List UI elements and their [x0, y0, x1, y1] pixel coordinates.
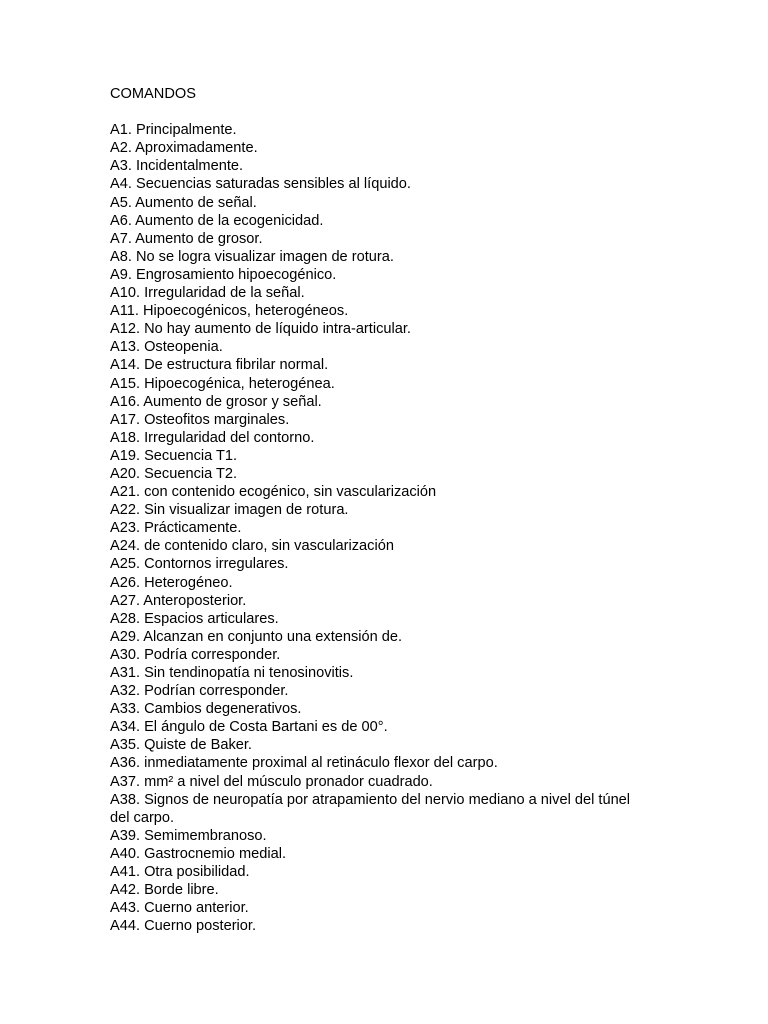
document-body — [110, 85, 640, 935]
command-item: A15. Hipoecogénica, heterogénea. — [110, 375, 335, 392]
command-item: A17. Osteofitos marginales. — [110, 411, 290, 428]
command-item: A38. Signos de neuropatía por atrapamiento del nervio mediano a nivel del túnel del carpo. — [110, 791, 631, 826]
command-item: A8. No se logra visualizar imagen de rotura. — [110, 248, 394, 265]
command-item: A21. con contenido ecogénico, sin vascularización — [110, 484, 437, 501]
command-item: A14. De estructura fibrilar normal. — [110, 357, 329, 374]
command-item: A12. No hay aumento de líquido intra-articular. — [110, 321, 411, 338]
command-item: A7. Aumento de grosor. — [110, 230, 263, 247]
command-item: A19. Secuencia T1. — [110, 447, 238, 464]
command-item: A18. Irregularidad del contorno. — [110, 429, 315, 446]
command-list — [110, 121, 640, 935]
command-item: A1. Principalmente. — [110, 122, 237, 139]
command-item: A44. Cuerno posterior. — [110, 918, 257, 935]
command-item: A6. Aumento de la ecogenicidad. — [110, 212, 324, 229]
command-item: A26. Heterogéneo. — [110, 574, 233, 591]
command-item: A39. Semimembranoso. — [110, 827, 267, 844]
command-item: A29. Alcanzan en conjunto una extensión de. — [110, 628, 403, 645]
command-item: A2. Aproximadamente. — [110, 140, 258, 157]
command-item: A24. de contenido claro, sin vascularización — [110, 538, 394, 555]
command-item: A30. Podría corresponder. — [110, 646, 281, 663]
command-item: A22. Sin visualizar imagen de rotura. — [110, 502, 349, 519]
command-item: A11. Hipoecogénicos, heterogéneos. — [110, 303, 349, 320]
command-item: A4. Secuencias saturadas sensibles al líquido. — [110, 176, 411, 193]
command-item: A34. El ángulo de Costa Bartani es de 00°. — [110, 719, 388, 736]
command-item: A31. Sin tendinopatía ni tenosinovitis. — [110, 665, 354, 681]
command-item: A41. Otra posibilidad. — [110, 864, 250, 881]
command-item: A25. Contornos irregulares. — [110, 556, 289, 573]
command-item: A35. Quiste de Baker. — [110, 737, 252, 754]
command-item: A13. Osteopenia. — [110, 339, 223, 356]
command-item: A20. Secuencia T2. — [110, 465, 238, 482]
command-item: A23. Prácticamente. — [110, 520, 242, 537]
command-item: A32. Podrían corresponder. — [110, 683, 289, 700]
command-item: A43. Cuerno anterior. — [110, 900, 249, 917]
document-title: COMANDOS — [110, 86, 196, 102]
command-item: A5. Aumento de señal. — [110, 194, 257, 211]
command-item: A28. Espacios articulares. — [110, 610, 279, 627]
command-item: A37. mm² a nivel del músculo pronador cuadrado. — [110, 773, 433, 790]
command-item: A16. Aumento de grosor y señal. — [110, 393, 322, 410]
command-item: A10. Irregularidad de la señal. — [110, 285, 305, 302]
command-item: A40. Gastrocnemio medial. — [110, 845, 287, 862]
command-item: A42. Borde libre. — [110, 882, 219, 899]
command-item: A3. Incidentalmente. — [110, 158, 244, 175]
command-item: A36. inmediatamente proximal al retináculo flexor del carpo. — [110, 755, 498, 772]
command-item: A9. Engrosamiento hipoecogénico. — [110, 266, 337, 283]
command-item: A33. Cambios degenerativos. — [110, 701, 302, 718]
command-item: A27. Anteroposterior. — [110, 592, 247, 609]
